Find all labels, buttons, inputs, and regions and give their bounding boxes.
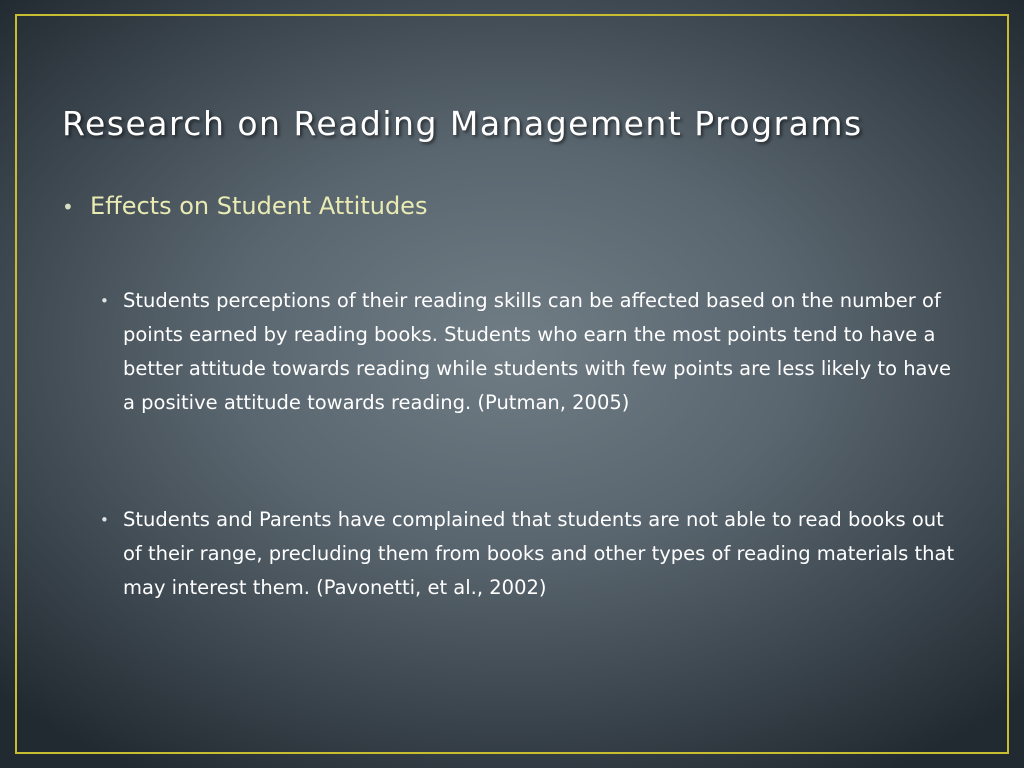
slide-title: Research on Reading Management Programs (62, 104, 863, 143)
sub-bullet-text: Students and Parents have complained that students are not able to read books out of their range, precluding them from books and other types of reading materials that may interest them. (Pavonetti, et al., 2002) (123, 508, 955, 599)
bullet-icon: • (100, 292, 109, 310)
sub-bullet-text: Students perceptions of their reading skills can be affected based on the number of points earned by reading books. Students who earn the most points tend to have a better attitude towards reading while students with few points are less likely to have a positive attitude towards reading. (Putman, 2005) (123, 289, 952, 414)
bullet-icon: • (62, 195, 74, 219)
sub-bullet-2 (100, 503, 960, 605)
bullet-icon: • (100, 511, 109, 529)
bullet-heading (62, 192, 427, 220)
sub-bullet-1 (100, 284, 960, 420)
bullet-heading-text: Effects on Student Attitudes (90, 192, 428, 220)
